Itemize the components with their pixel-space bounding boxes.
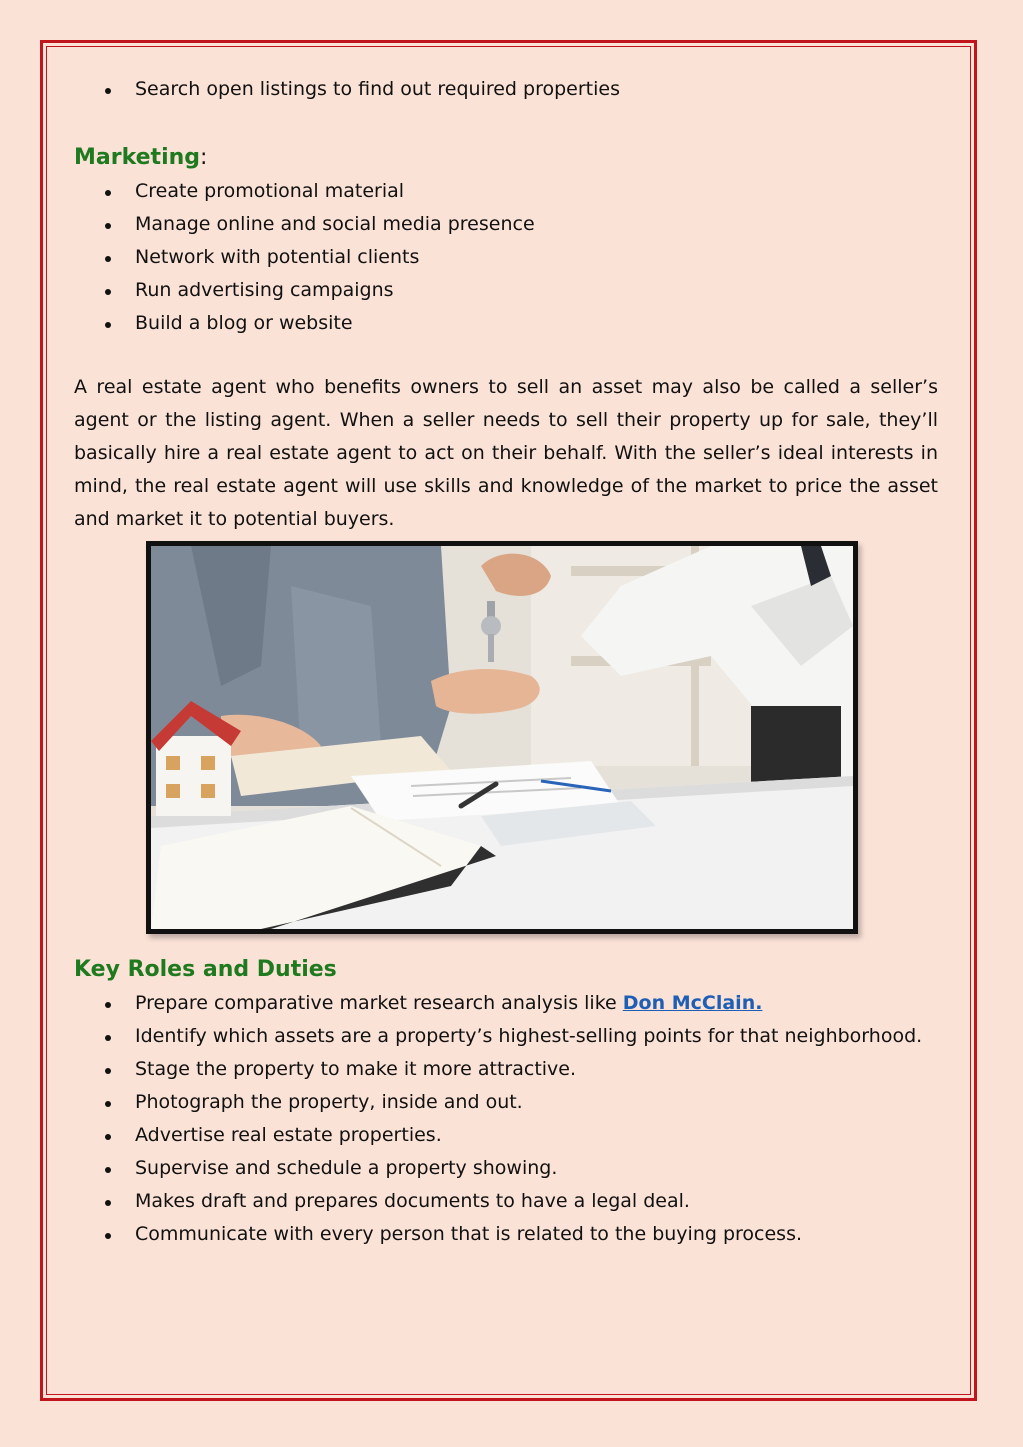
marketing-heading-text: Marketing xyxy=(74,145,201,170)
duties-section xyxy=(74,955,938,1251)
list-item: Build a blog or website xyxy=(74,307,938,340)
list-item: Supervise and schedule a property showing. xyxy=(74,1152,938,1185)
don-mcclain-link[interactable]: Don McClain. xyxy=(622,992,763,1014)
list-item: Photograph the property, inside and out. xyxy=(74,1086,938,1119)
page-content xyxy=(74,70,938,536)
house-keys-handover-photo-icon xyxy=(151,546,853,929)
duties-heading: Key Roles and Duties xyxy=(74,957,337,982)
list-item: Network with potential clients xyxy=(74,241,938,274)
duties-list xyxy=(74,987,938,1251)
key-handover-photo xyxy=(146,541,858,934)
list-item: Identify which assets are a property’s highest-selling points for that neighborhood. xyxy=(74,1020,938,1053)
list-item: Manage online and social media presence xyxy=(74,208,938,241)
list-item: Advertise real estate properties. xyxy=(74,1119,938,1152)
list-item xyxy=(74,987,938,1020)
seller-agent-paragraph: A real estate agent who benefits owners to sell an asset may also be called a seller’s agent or the listing agent. When a seller needs to sell their property up for sale, they’ll basically hire a real estate agent to act on their behalf. With the seller’s ideal interests in mind, the real estate agent will use skills and knowledge of the market to price the asset and market it to potential buyers. xyxy=(74,376,938,530)
list-item: Create promotional material xyxy=(74,175,938,208)
list-item: Communicate with every person that is related to the buying process. xyxy=(74,1218,938,1251)
duty-text: Prepare comparative market research analysis like xyxy=(135,992,623,1014)
list-item: Run advertising campaigns xyxy=(74,274,938,307)
marketing-heading xyxy=(74,143,938,173)
marketing-list xyxy=(74,175,938,340)
list-item: Search open listings to find out required properties xyxy=(74,73,938,106)
list-item: Makes draft and prepares documents to have a legal deal. xyxy=(74,1185,938,1218)
list-item: Stage the property to make it more attractive. xyxy=(74,1053,938,1086)
intro-list xyxy=(74,73,938,106)
heading-colon: : xyxy=(200,145,208,170)
